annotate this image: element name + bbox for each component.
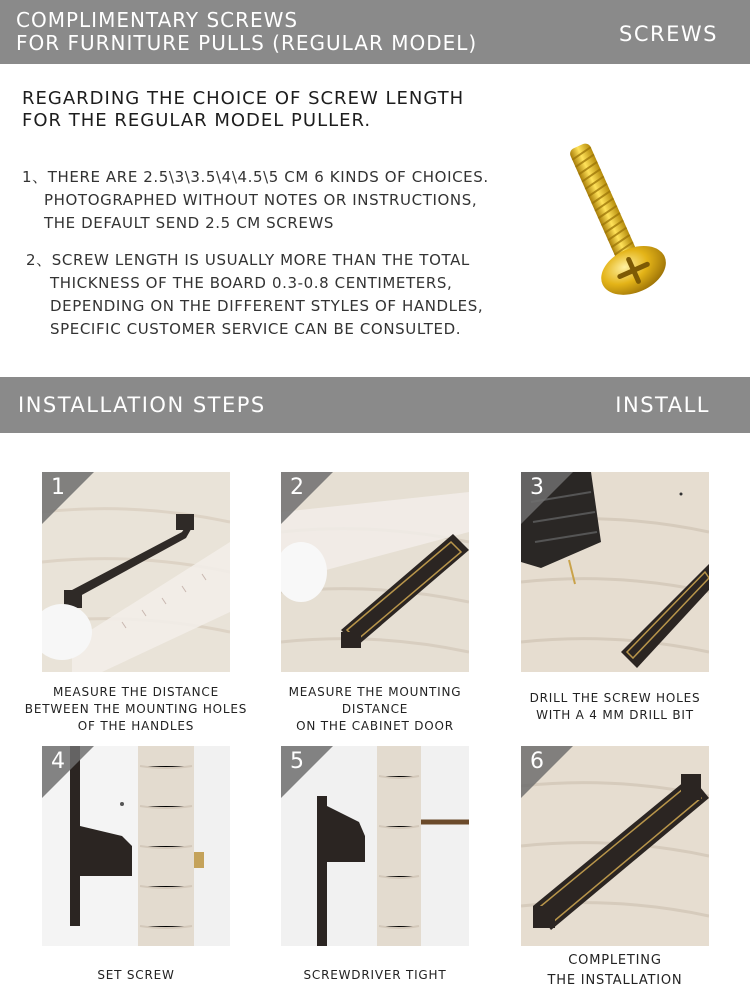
install-tag: INSTALL xyxy=(615,393,710,417)
screw-note-1 xyxy=(22,166,512,235)
header-title-line2: FOR FURNITURE PULLS (REGULAR MODEL) xyxy=(16,31,478,55)
step-2-photo xyxy=(281,472,469,672)
note2-index: 2、 xyxy=(26,251,52,269)
step-4-photo xyxy=(42,746,230,946)
step-2-caption-line: MEASURE THE MOUNTING xyxy=(288,685,462,699)
note1-line3: THE DEFAULT SEND 2.5 CM SCREWS xyxy=(44,214,335,232)
step-5-badge xyxy=(281,746,333,798)
screw-heading-line2: FOR THE REGULAR MODEL PULLER. xyxy=(22,110,372,131)
install-title: INSTALLATION STEPS xyxy=(18,393,266,417)
step-1-caption xyxy=(24,684,248,735)
header-tag: SCREWS xyxy=(619,22,718,46)
header-title xyxy=(16,9,477,55)
step-2-caption-line: ON THE CABINET DOOR xyxy=(296,719,454,733)
note1-line2: PHOTOGRAPHED WITHOUT NOTES OR INSTRUCTIONS, xyxy=(44,191,478,209)
step-2-caption-line: DISTANCE xyxy=(341,702,409,716)
step-4-number: 4 xyxy=(51,749,65,774)
note2-line3: DEPENDING ON THE DIFFERENT STYLES OF HANDLES, xyxy=(50,297,484,315)
gold-screw-image xyxy=(525,135,700,310)
step-3-caption-line: WITH A 4 MM DRILL BIT xyxy=(536,708,694,722)
step-2-number: 2 xyxy=(290,475,304,500)
step-3-number: 3 xyxy=(530,475,544,500)
step-6-photo xyxy=(521,746,709,946)
step-6-caption-line: COMPLETING xyxy=(568,953,662,968)
step-5-caption-line: SCREWDRIVER TIGHT xyxy=(303,968,447,982)
step-2-caption xyxy=(263,684,487,735)
note1-index: 1、 xyxy=(22,168,48,186)
screw-heading-line1: REGARDING THE CHOICE OF SCREW LENGTH xyxy=(22,88,465,109)
install-band xyxy=(0,377,750,433)
step-2-badge xyxy=(281,472,333,524)
header-band xyxy=(0,0,750,64)
step-5-caption xyxy=(263,967,487,984)
step-4-caption xyxy=(24,967,248,984)
note2-line4: SPECIFIC CUSTOMER SERVICE CAN BE CONSULTED. xyxy=(50,320,462,338)
step-6-caption xyxy=(503,951,727,991)
step-3-photo xyxy=(521,472,709,672)
note2-line2: THICKNESS OF THE BOARD 0.3-0.8 CENTIMETERS, xyxy=(50,274,453,292)
step-1-caption-line: OF THE HANDLES xyxy=(77,719,195,733)
step-3-caption-line: DRILL THE SCREW HOLES xyxy=(529,691,701,705)
screw-note-2 xyxy=(26,249,516,341)
step-3-badge xyxy=(521,472,573,524)
step-4-badge xyxy=(42,746,94,798)
screw-info-heading xyxy=(22,88,522,132)
step-5-number: 5 xyxy=(290,749,304,774)
step-6-badge xyxy=(521,746,573,798)
note2-line1: SCREW LENGTH IS USUALLY MORE THAN THE TOTAL xyxy=(51,251,470,269)
step-1-caption-line: MEASURE THE DISTANCE xyxy=(53,685,219,699)
note1-line1: THERE ARE 2.5\3\3.5\4\4.5\5 CM 6 KINDS OF CHOICES. xyxy=(47,168,489,186)
step-4-caption-line: SET SCREW xyxy=(97,968,175,982)
step-1-number: 1 xyxy=(51,475,65,500)
step-1-caption-line: BETWEEN THE MOUNTING HOLES xyxy=(24,702,248,716)
step-6-number: 6 xyxy=(530,749,544,774)
header-title-line1: COMPLIMENTARY SCREWS xyxy=(16,8,299,32)
step-3-caption xyxy=(503,690,727,724)
step-5-photo xyxy=(281,746,469,946)
step-1-photo xyxy=(42,472,230,672)
step-6-caption-line: THE INSTALLATION xyxy=(547,973,683,988)
step-1-badge xyxy=(42,472,94,524)
